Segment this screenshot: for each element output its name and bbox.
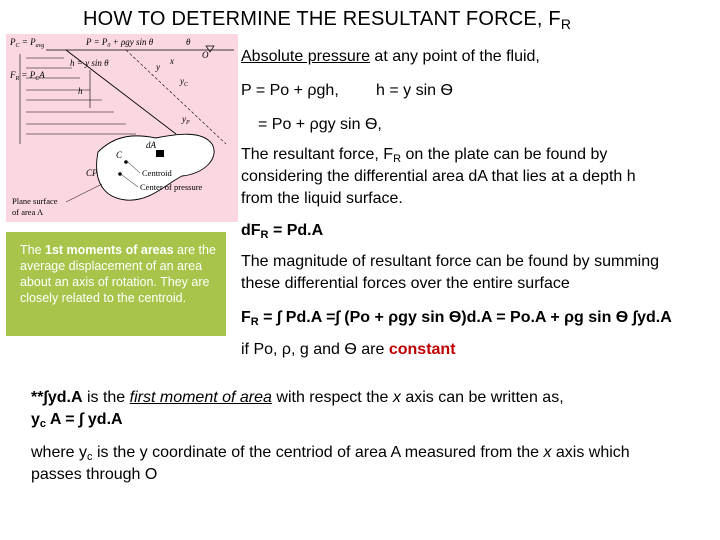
h-equation: h = y sin Ѳ bbox=[376, 82, 453, 99]
first-moment-note bbox=[6, 232, 226, 336]
label-cp: CP bbox=[86, 168, 98, 178]
label-p-eq: $P = P_0 + \rho gy$ sin θ bbox=[86, 37, 154, 49]
where-line-2: passes through O bbox=[31, 466, 158, 483]
label-h-eq: h = y sin θ bbox=[70, 58, 109, 68]
constant-word: constant bbox=[388, 341, 456, 358]
p-equation: P = Po + ρgh, bbox=[241, 82, 339, 99]
fr-integral-equation: $F_R$ = ∫ Pd.A =∫ (Po + ρgy sin Ѳ)d.A = Po.A + ρg sin Ѳ ∫yd.A bbox=[241, 309, 672, 328]
po-equation: = Po + ρgy sin Ѳ, bbox=[258, 116, 382, 133]
label-area-a: of area A bbox=[12, 207, 44, 217]
centroid-point bbox=[124, 160, 128, 164]
page-title bbox=[83, 6, 571, 37]
where-line-1: where $y_c$ is the y coordinate of the centriod of area A measured from the x axis which bbox=[31, 444, 630, 463]
magnitude-line-1: The magnitude of resultant force can be found by summing bbox=[241, 253, 660, 270]
title-subscript: R bbox=[560, 16, 572, 32]
yc-a-equation: $y_c$ A = ∫ yd.A bbox=[31, 411, 123, 430]
label-centroid: Centroid bbox=[142, 168, 172, 178]
first-moment-line: **∫yd.A is the first moment of area with respect the x axis can be written as, bbox=[31, 389, 564, 406]
label-x: x bbox=[170, 56, 174, 66]
da-element bbox=[156, 150, 164, 157]
dfr-equation: $dF_R = Pd.A$ bbox=[241, 222, 324, 241]
diagram-svg bbox=[6, 34, 238, 222]
label-fr: $F_R = P_CA$ bbox=[10, 70, 45, 82]
label-plane-surface: Plane surface bbox=[12, 196, 58, 206]
label-yc: $y_C$ bbox=[180, 76, 189, 88]
label-da: dA bbox=[146, 140, 156, 150]
resultant-line-2: considering the differential area dA that lies at a depth h bbox=[241, 168, 636, 185]
magnitude-line-2: these differential forces over the entire surface bbox=[241, 275, 570, 292]
label-pc: $P_C = P_{avg}$ bbox=[10, 37, 45, 49]
note-text: The 1st moments of areas are the average displacement of an area about an axis of rotation. They are closely related to the centroid. bbox=[20, 243, 216, 305]
label-c: C bbox=[116, 150, 123, 160]
title-text: HOW TO DETERMINE THE RESULTANT FORCE, F bbox=[83, 8, 561, 30]
label-y: y bbox=[156, 62, 160, 72]
y-axis-line bbox=[126, 50, 226, 144]
cp-point bbox=[118, 172, 122, 176]
label-yp: $y_P$ bbox=[182, 114, 190, 126]
abs-pressure-link[interactable]: Absolute pressure bbox=[241, 48, 370, 65]
pressure-diagram bbox=[6, 34, 238, 222]
note-bold: 1st moments of areas bbox=[45, 243, 174, 257]
label-h: h bbox=[78, 86, 83, 96]
label-o: O bbox=[202, 50, 209, 60]
label-center-pressure: Center of pressure bbox=[140, 182, 203, 192]
constant-condition: if Po, ρ, g and Ѳ are constant bbox=[241, 341, 456, 358]
first-moment-link[interactable]: first moment of area bbox=[129, 389, 272, 406]
label-theta-top: θ bbox=[186, 37, 191, 47]
resultant-line-1: The resultant force, $F_R$ on the plate can be found by bbox=[241, 146, 608, 165]
resultant-line-3: from the liquid surface. bbox=[241, 190, 403, 207]
abs-pressure-line: Absolute pressure at any point of the fluid, bbox=[241, 48, 540, 65]
